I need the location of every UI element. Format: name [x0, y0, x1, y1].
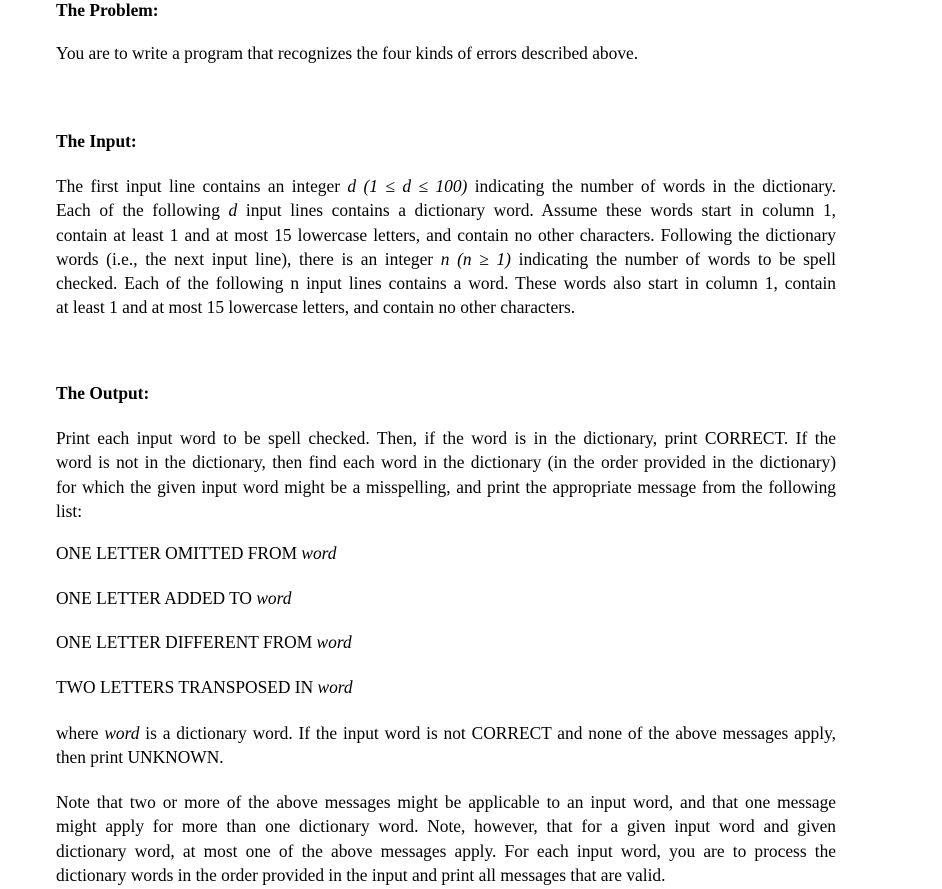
- message-text: ONE LETTER DIFFERENT FROM: [56, 632, 317, 652]
- message-added: [56, 588, 291, 609]
- input-heading: The Input:: [56, 131, 137, 151]
- italic-term: d (1 ≤ d ≤ 100): [347, 176, 468, 196]
- message-var: word: [317, 677, 353, 697]
- note-paragraph: [56, 790, 836, 887]
- text-line: checked. Each of the following n input lines contains a word. These words also start in column 1, contain: [56, 273, 836, 294]
- text-line: The first input line contains an integer d (1 ≤ d ≤ 100) indicating the number of words in the dictionary.: [56, 176, 836, 196]
- text-line: for which the given input word might be a misspelling, and print the appropriate message from the following: [56, 476, 836, 497]
- problem-heading: The Problem:: [56, 0, 159, 20]
- text-line: at least 1 and at most 15 lowercase letters, and contain no other characters.: [56, 297, 576, 318]
- input-paragraph: [56, 174, 836, 320]
- message-var: word: [316, 632, 352, 652]
- text-line: then print UNKNOWN.: [56, 747, 224, 768]
- italic-term: d: [228, 200, 238, 221]
- text-line: might apply for more than one dictionary word. Note, however, that for a given input word and given: [56, 816, 836, 837]
- text-line: dictionary words in the order provided in the input and print all messages that are valid.: [56, 864, 666, 885]
- text-line: word is not in the dictionary, then find each word in the dictionary (in the order provided in the dictionary): [56, 452, 836, 473]
- message-omitted: [56, 543, 337, 564]
- text-line: list:: [56, 500, 83, 521]
- italic-term: word: [104, 723, 140, 743]
- message-text: ONE LETTER OMITTED FROM: [56, 543, 302, 563]
- text-line: Print each input word to be spell checked. Then, if the word is in the dictionary, print CORRECT. If the: [56, 428, 836, 448]
- output-intro-paragraph: [56, 426, 836, 523]
- message-var: word: [256, 588, 292, 608]
- message-different: [56, 632, 352, 653]
- message-text: ONE LETTER ADDED TO: [56, 588, 257, 608]
- where-paragraph: [56, 721, 836, 770]
- output-heading: The Output:: [56, 383, 150, 403]
- problem-text: You are to write a program that recognizes the four kinds of errors described above.: [56, 43, 639, 63]
- text-line: dictionary word, at most one of the above messages apply. For each input word, you are to process the: [56, 840, 836, 861]
- text-line: where word is a dictionary word. If the input word is not CORRECT and none of the above messages apply,: [56, 723, 836, 743]
- text-line: words (i.e., the next input line), there is an integer n (n ≥ 1) indicating the number of words to be spell: [56, 248, 837, 269]
- message-transposed: [56, 677, 353, 698]
- message-var: word: [301, 543, 337, 563]
- text-line: Each of the following d input lines contains a dictionary word. Assume these words start in column 1,: [56, 200, 836, 221]
- text-line: Note that two or more of the above messages might be applicable to an input word, and that one message: [56, 792, 836, 812]
- message-text: TWO LETTERS TRANSPOSED IN: [56, 677, 318, 697]
- italic-term: n (n ≥ 1): [440, 248, 511, 269]
- text-line: contain at least 1 and at most 15 lowercase letters, and contain no other characters. Following the dictionary: [56, 224, 836, 245]
